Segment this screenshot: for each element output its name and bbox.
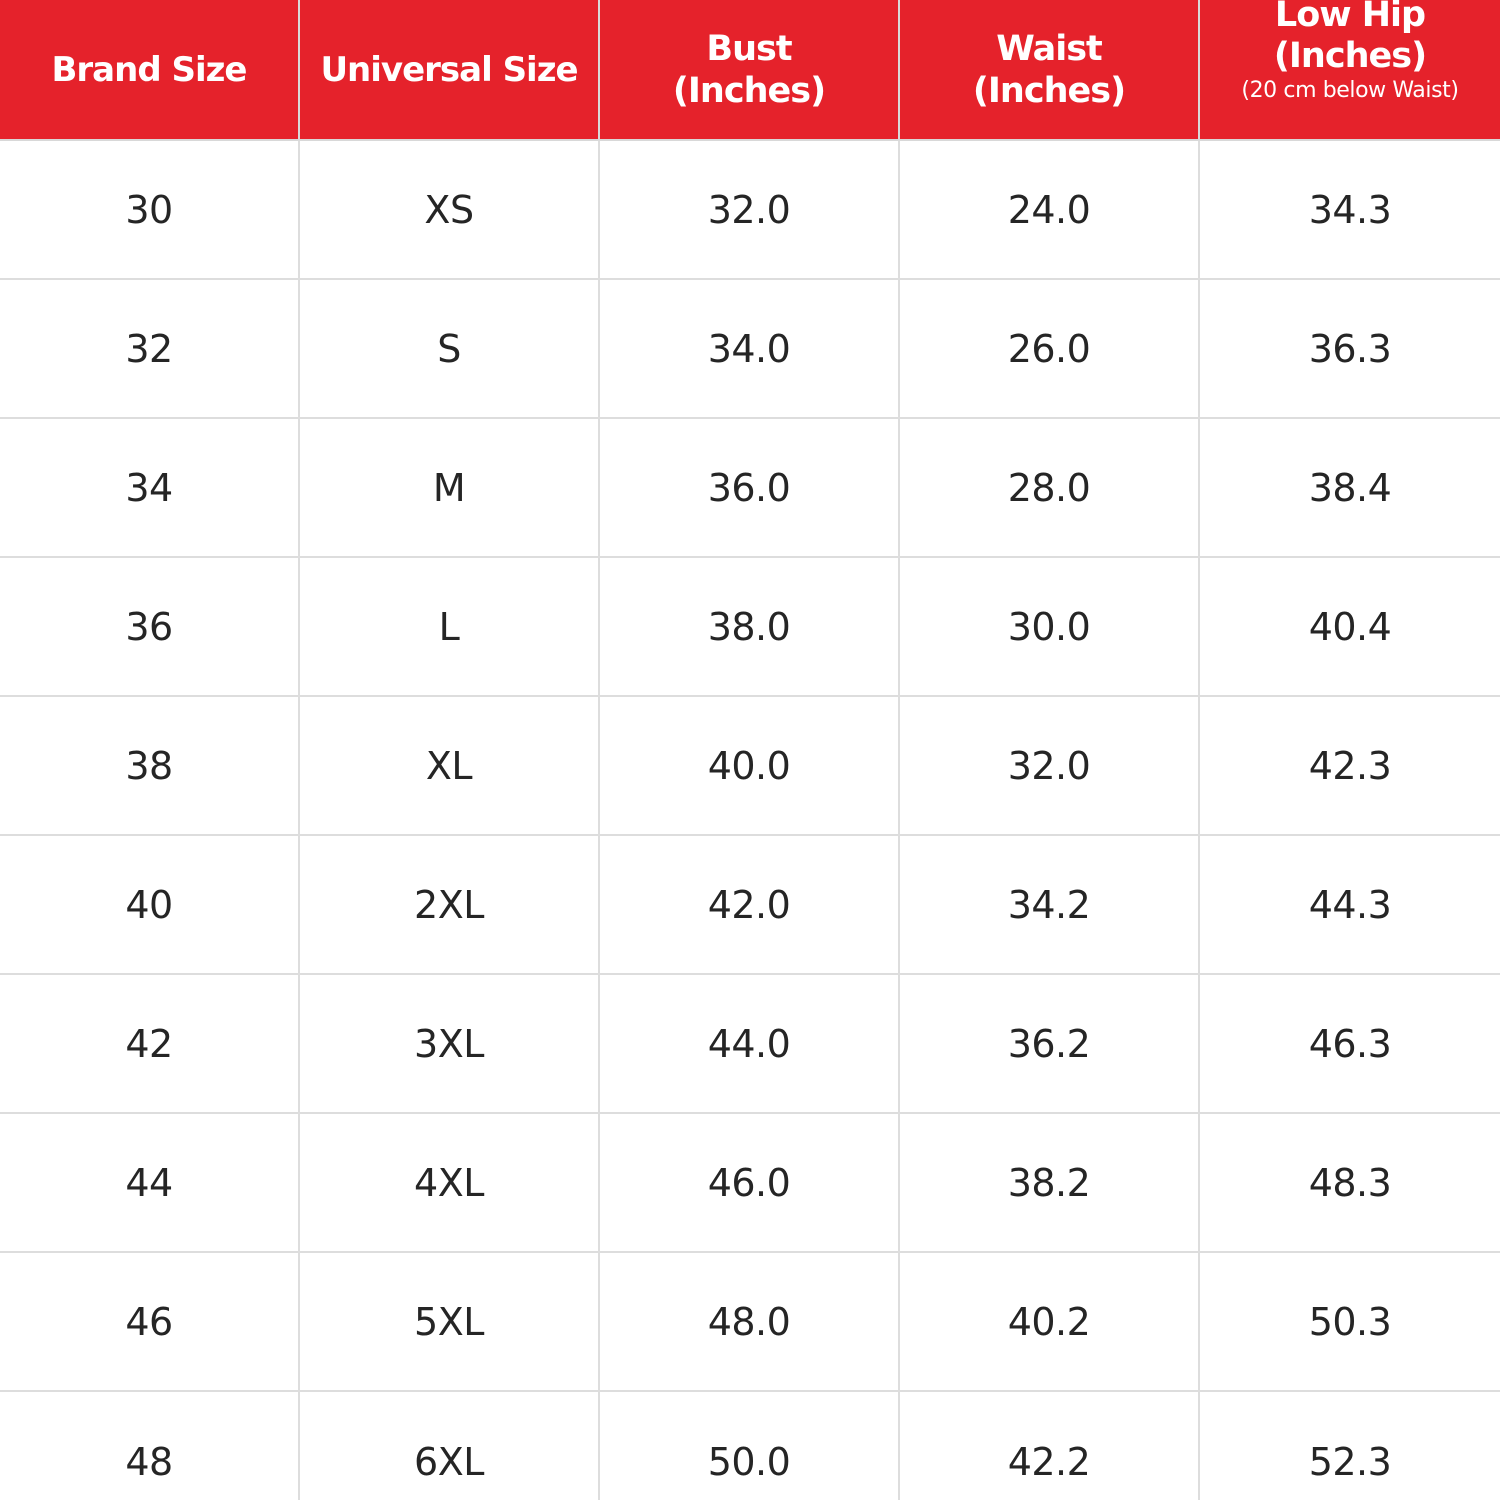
cell-waist: 32.0	[900, 697, 1200, 834]
cell-brand-size: 36	[0, 558, 300, 695]
cell-bust: 36.0	[600, 419, 900, 556]
cell-low-hip: 42.3	[1308, 743, 1392, 788]
cell-bust: 48.0	[600, 1253, 900, 1390]
cell-waist: 42.2	[900, 1392, 1200, 1500]
cell-low-hip: 36.3	[1308, 326, 1392, 371]
table-row	[0, 419, 1500, 558]
cell-low-hip: 52.3	[1308, 1439, 1392, 1484]
cell-universal-size: XL	[300, 697, 600, 834]
table-row	[0, 975, 1500, 1114]
cell-waist: 24.0	[900, 141, 1200, 278]
table-row	[0, 836, 1500, 975]
cell-brand-size: 30	[0, 141, 300, 278]
cell-waist: 36.2	[900, 975, 1200, 1112]
cell-bust: 42.0	[600, 836, 900, 973]
cell-universal-size: 3XL	[300, 975, 600, 1112]
cell-bust: 34.0	[600, 280, 900, 417]
cell-waist: 28.0	[900, 419, 1200, 556]
table-row	[0, 697, 1500, 836]
cell-waist: 26.0	[900, 280, 1200, 417]
cell-bust: 38.0	[600, 558, 900, 695]
cell-low-hip: 46.3	[1308, 1021, 1392, 1066]
cell-low-hip: 50.3	[1308, 1299, 1392, 1344]
header-waist-unit: (Inches)	[972, 70, 1126, 111]
cell-universal-size: M	[300, 419, 600, 556]
header-universal-size-label: Universal Size	[320, 50, 578, 91]
cell-low-hip: 40.4	[1308, 604, 1392, 649]
table-row	[0, 1253, 1500, 1392]
table-row	[0, 1114, 1500, 1253]
header-bust-title: Bust	[706, 29, 792, 70]
table-row	[0, 280, 1500, 419]
header-low-hip-title: Low Hip	[1274, 0, 1426, 35]
cell-brand-size: 44	[0, 1114, 300, 1251]
header-brand-size	[0, 0, 300, 141]
cell-universal-size: 2XL	[300, 836, 600, 973]
header-low-hip-unit: (Inches)	[1273, 36, 1427, 77]
cell-universal-size: S	[300, 280, 600, 417]
cell-brand-size: 48	[0, 1392, 300, 1500]
cell-universal-size: L	[300, 558, 600, 695]
cell-brand-size: 34	[0, 419, 300, 556]
cell-low-hip: 44.3	[1308, 882, 1392, 927]
table-row	[0, 558, 1500, 697]
cell-brand-size: 42	[0, 975, 300, 1112]
header-row	[0, 0, 1500, 141]
cell-universal-size: 4XL	[300, 1114, 600, 1251]
table-body	[0, 141, 1500, 1500]
table-row	[0, 1392, 1500, 1500]
cell-bust: 32.0	[600, 141, 900, 278]
header-low-hip-note: (20 cm below Waist)	[1241, 77, 1459, 103]
cell-bust: 46.0	[600, 1114, 900, 1251]
cell-waist: 30.0	[900, 558, 1200, 695]
header-bust-unit: (Inches)	[672, 70, 826, 111]
cell-low-hip: 34.3	[1308, 187, 1392, 232]
cell-low-hip: 38.4	[1308, 465, 1392, 510]
cell-brand-size: 32	[0, 280, 300, 417]
cell-bust: 40.0	[600, 697, 900, 834]
header-universal-size	[300, 0, 600, 141]
cell-universal-size: 6XL	[300, 1392, 600, 1500]
table-row	[0, 141, 1500, 280]
cell-brand-size: 38	[0, 697, 300, 834]
cell-low-hip: 48.3	[1308, 1160, 1392, 1205]
header-waist	[900, 0, 1200, 141]
cell-waist: 40.2	[900, 1253, 1200, 1390]
cell-brand-size: 46	[0, 1253, 300, 1390]
header-waist-title: Waist	[996, 29, 1102, 70]
cell-waist: 38.2	[900, 1114, 1200, 1251]
header-brand-size-label: Brand Size	[51, 50, 247, 91]
header-bust	[600, 0, 900, 141]
header-low-hip	[1200, 0, 1500, 141]
cell-universal-size: 5XL	[300, 1253, 600, 1390]
cell-brand-size: 40	[0, 836, 300, 973]
cell-waist: 34.2	[900, 836, 1200, 973]
cell-universal-size: XS	[300, 141, 600, 278]
cell-bust: 44.0	[600, 975, 900, 1112]
cell-bust: 50.0	[600, 1392, 900, 1500]
